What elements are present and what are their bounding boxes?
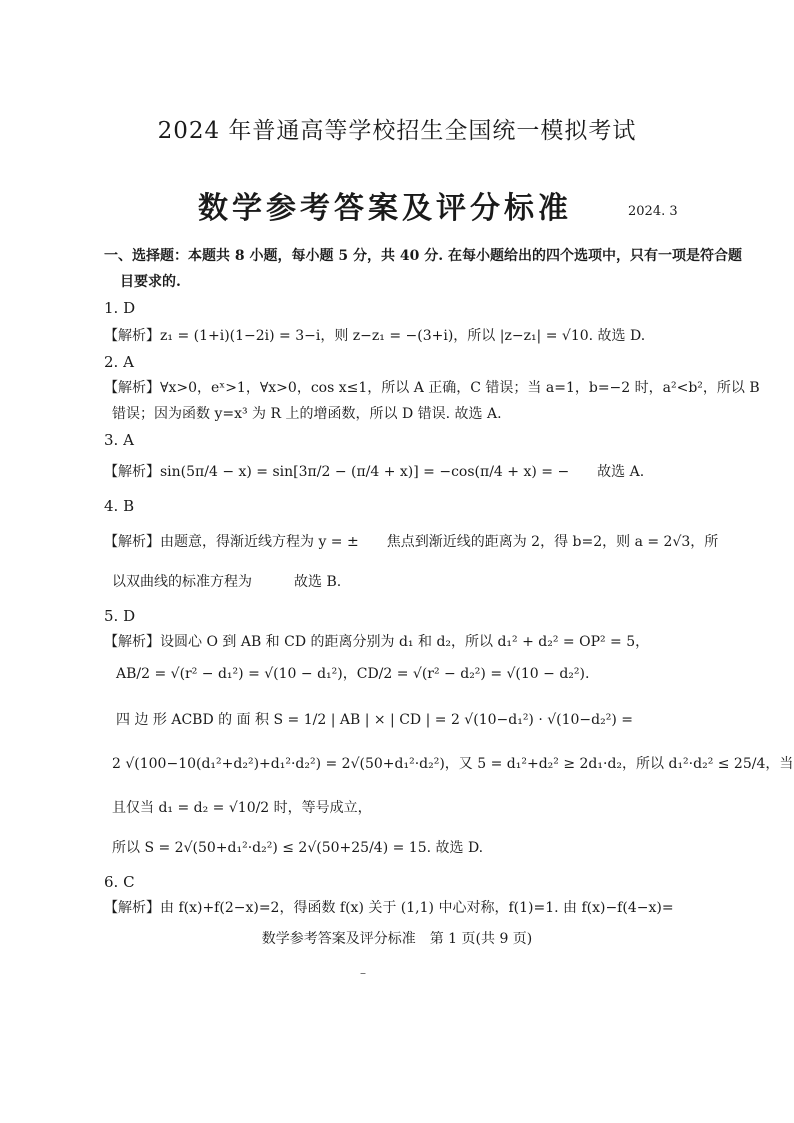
section-heading-line2: 目要求的. <box>120 274 181 290</box>
document-date: 2024. 3 <box>628 204 678 219</box>
problem-5-solution-line6: 所以 S = 2√(50+d₁²·d₂²) ≤ 2√(50+25/4) = 15. 故选 D. <box>112 840 484 856</box>
problem-5-solution-line1: 【解析】设圆心 O 到 AB 和 CD 的距离分别为 d₁ 和 d₂，所以 d₁² + d₂² = OP² = 5， <box>104 634 650 650</box>
problem-1-answer: 1. D <box>104 299 136 317</box>
exam-title: 2024 年普通高等学校招生全国统一模拟考试 <box>157 118 637 144</box>
problem-5-solution-line2: AB/2 = √(r² − d₁²) = √(10 − d₁²)，CD/2 = √(r² − d₂²) = √(10 − d₂²). <box>116 666 590 682</box>
problem-2-answer: 2. A <box>104 353 134 371</box>
document-title: 数学参考答案及评分标准 <box>198 191 572 226</box>
problem-5-solution-line5: 且仅当 d₁ = d₂ = √10/2 时，等号成立， <box>112 800 372 816</box>
page-footer: 数学参考答案及评分标准 第 1 页(共 9 页) <box>261 931 533 947</box>
problem-6-solution: 【解析】由 f(x)+f(2−x)=2，得函数 f(x) 关于 (1,1) 中心对称，f(1)=1. 由 f(x)−f(4−x)= <box>104 900 674 916</box>
footer-mark: – <box>360 966 366 980</box>
problem-4-solution-line1: 【解析】由题意，得渐近线方程为 y = ± 焦点到渐近线的距离为 2，得 b=2，则 a = 2√3，所 <box>104 534 719 550</box>
problem-5-solution-line4: 2 √(100−10(d₁²+d₂²)+d₁²·d₂²) = 2√(50+d₁²·d₂²)，又 5 = d₁²+d₂² ≥ 2d₁·d₂，所以 d₁²·d₂² ≤ 25/4，当 <box>112 756 794 772</box>
problem-2-solution-line1: 【解析】∀x>0，eˣ>1，∀x>0，cos x≤1，所以 A 正确，C 错误；当 a=1，b=−2 时，a²<b²，所以 B <box>104 380 760 396</box>
problem-6-answer: 6. C <box>104 873 135 891</box>
problem-1-solution: 【解析】z₁ = (1+i)(1−2i) = 3−i，则 z−z₁ = −(3+i)，所以 |z−z₁| = √10. 故选 D. <box>104 328 646 344</box>
problem-5-solution-line3: 四 边 形 ACBD 的 面 积 S = 1/2 | AB | × | CD | = 2 √(10−d₁²) · √(10−d₂²) = <box>116 712 633 728</box>
problem-5-answer: 5. D <box>104 607 136 625</box>
problem-4-solution-line2: 以双曲线的标准方程为 故选 B. <box>112 574 342 590</box>
problem-2-solution-line2: 错误；因为函数 y=x³ 为 R 上的增函数，所以 D 错误. 故选 A. <box>112 406 502 422</box>
problem-4-answer: 4. B <box>104 497 135 515</box>
section-heading-line1: 一、选择题：本题共 8 小题，每小题 5 分，共 40 分. 在每小题给出的四个选项中，只有一项是符合题 <box>104 248 742 264</box>
problem-3-solution: 【解析】sin(5π/4 − x) = sin[3π/2 − (π/4 + x)] = −cos(π/4 + x) = − 故选 A. <box>104 464 645 480</box>
problem-3-answer: 3. A <box>104 431 134 449</box>
